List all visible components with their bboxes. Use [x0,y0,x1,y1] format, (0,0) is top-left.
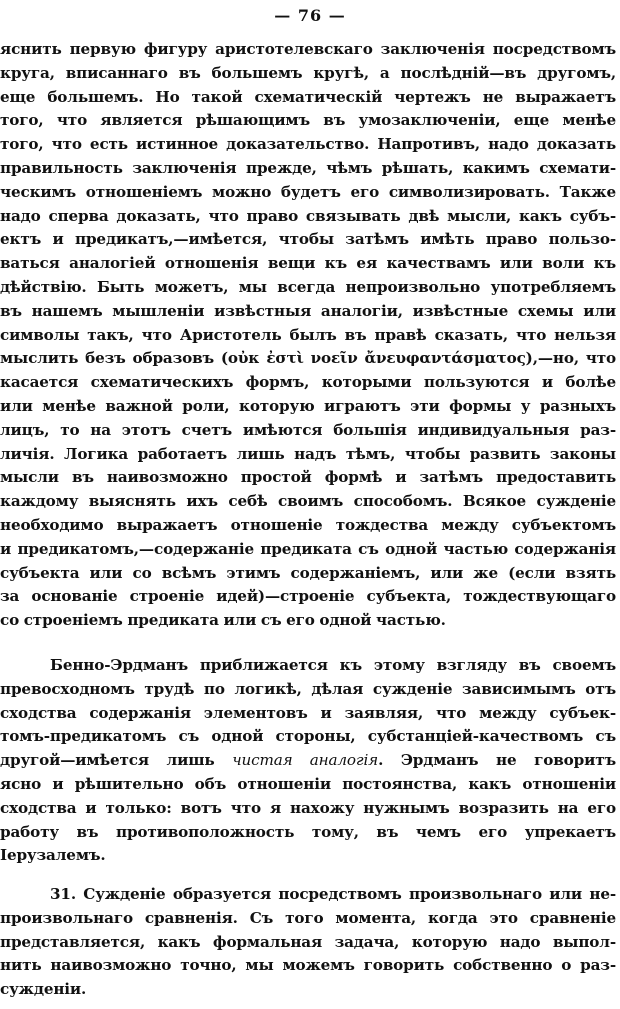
text-line: Бенно-Эрдманъ приближается къ этому взгляду въ своемъ [50,656,616,674]
text-line: 31. Сужденіе образуется посредствомъ произвольнаго или не- [50,885,616,903]
text-line: касается схематическихъ формъ, которыми пользуются и болѣе [0,373,616,392]
text-line: нить наивозможно точно, мы можемъ говорить собственно о раз- [0,956,616,975]
text-segment: другой—имѣется лишь [0,751,215,770]
text-line: того, что есть истинное доказательство. Напротивъ, надо доказать [0,135,616,154]
text-line: мысли въ наивозможно простой формѣ и затѣмъ предоставить [0,468,616,487]
text-line: представляется, какъ формальная задача, которую надо выпол- [0,932,616,951]
italic-emphasis: чистая аналогія [232,751,379,770]
paragraph-3 [0,883,616,1002]
text-line: круга, вписаннаго въ большемъ кругѣ, а послѣдній—въ другомъ, [0,63,616,82]
text-line: сходства и только: вотъ что я нахожу нужнымъ возразить на его [0,798,616,817]
page-number: — 76 — [274,6,346,25]
text-line: личія. Логика работаетъ лишь надъ тѣмъ, чтобы развить законы [0,444,616,463]
text-line: работу въ противоположность тому, въ чемъ его упрекаетъ [0,822,616,841]
text-line: ектъ и предикатъ,—имѣется, чтобы затѣмъ имѣть право пользо- [0,230,616,249]
text-line: того, что является рѣшающимъ въ умозаключеніи, еще менѣе [0,111,616,130]
text-line: дѣйствію. Быть можетъ, мы всегда непроизвольно употребляемъ [0,277,616,296]
text-line: еще большемъ. Но такой схематическій чертежъ не выражаетъ [0,87,616,106]
text-line: мыслить безъ образовъ (οὐκ ἐστὶ νοεῖν ἄνευφαντάσματος),—но, что [0,349,616,368]
text-line: надо сперва доказать, что право связывать двѣ мысли, какъ субъ- [0,206,616,225]
text-line: правильность заключенія прежде, чѣмъ рѣшать, какимъ схемати- [0,158,616,177]
text-line: или менѣе важной роли, которую играютъ эти формы у разныхъ [0,396,616,415]
text-line: превосходномъ трудѣ по логикѣ, дѣлая сужденіе зависимымъ отъ [0,679,616,698]
text-line: въ нашемъ мышленіи извѣстныя аналогіи, извѣстные схемы или [0,301,616,320]
text-line: необходимо выражаетъ отношеніе тождества между субъектомъ [0,515,616,534]
paragraph-2 [0,654,616,868]
text-line: яснить первую фигуру аристотелевскаго заключенія посредствомъ [0,40,616,58]
text-line: произвольнаго сравненія. Съ того момента, когда это сравненіе [0,908,616,927]
text-line: ясно и рѣшительно объ отношеніи постоянства, какъ отношеніи [0,774,616,793]
text-line: и предикатомъ,—содержаніе предиката съ одной частью содержанія [0,539,616,558]
text-line: за основаніе строеніе идей)—строеніе субъекта, тождествующаго [0,587,616,606]
text-line: сходства содержанія элементовъ и заявляя, что между субъек- [0,703,616,722]
text-line: символы такъ, что Аристотель былъ въ правѣ сказать, что нельзя [0,325,616,344]
text-line: субъекта или со всѣмъ этимъ содержаніемъ, или же (если взять [0,563,616,582]
text-segment: . Эрдманъ не говоритъ [378,751,617,770]
text-line: сужденіи. [0,980,87,999]
paragraph-1 [0,38,616,633]
text-line: со строеніемъ предиката или съ его одной частью. [0,611,446,630]
text-line: ваться аналогіей отношенія вещи къ ея качествамъ или воли къ [0,254,616,273]
text-line: каждому выяснять ихъ себѣ своимъ способомъ. Всякое сужденіе [0,492,616,511]
text-line: лицъ, то на этотъ счетъ имѣются большія индивидуальныя раз- [0,420,616,439]
text-line: томъ-предикатомъ съ одной стороны, субстанціей-качествомъ съ [0,727,616,746]
text-line [0,749,616,773]
text-line: Іерузалемъ. [0,846,106,865]
text-line: ческимъ отношеніемъ можно будетъ его символизировать. Также [0,182,616,201]
